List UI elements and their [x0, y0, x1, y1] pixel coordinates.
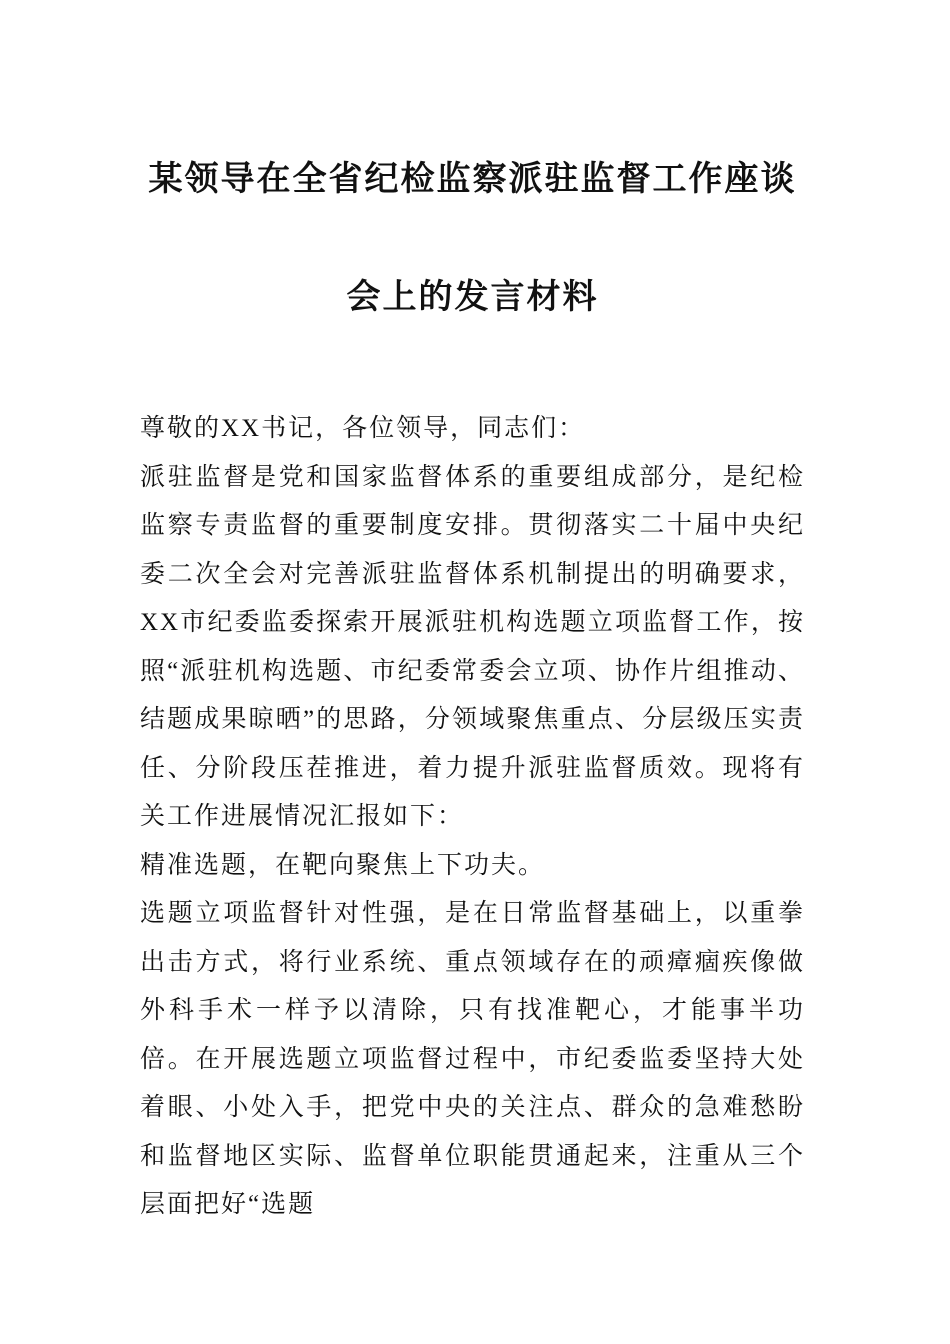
document-title-line-1: 某领导在全省纪检监察派驻监督工作座谈 [148, 161, 797, 198]
body-paragraph: 选题立项监督针对性强，是在日常监督基础上，以重拳出击方式，将行业系统、重点领域存在的顽瘴痼疾像做外科手术一样予以清除，只有找准靶心，才能事半功倍。在开展选题立项监督过程中，市纪委监委坚持大处着眼、小处入手，把党中央的关注点、群众的急难愁盼和监督地区实际、监督单位职能贯通起来，注重从三个层面把好“选题 [140, 900, 805, 1218]
document-title-line-2: 会上的发言材料 [346, 279, 599, 316]
intro-paragraph: 派驻监督是党和国家监督体系的重要组成部分，是纪检监察专责监督的重要制度安排。贯彻落实二十届中央纪委二次全会对完善派驻监督体系机制提出的明确要求，XX市纪委监委探索开展派驻机构选题立项监督工作，按照“派驻机构选题、市纪委常委会立项、协作片组推动、结题成果晾晒”的思路，分领域聚焦重点、分层级压实责任、分阶段压茬推进，着力提升派驻监督质效。现将有关工作进展情况汇报如下： [140, 463, 805, 830]
salutation-paragraph: 尊敬的XX书记，各位领导，同志们： [140, 415, 586, 442]
section-heading-paragraph: 精准选题，在靶向聚焦上下功夫。 [140, 851, 546, 879]
document-body [140, 405, 805, 1230]
document-title [140, 121, 805, 357]
